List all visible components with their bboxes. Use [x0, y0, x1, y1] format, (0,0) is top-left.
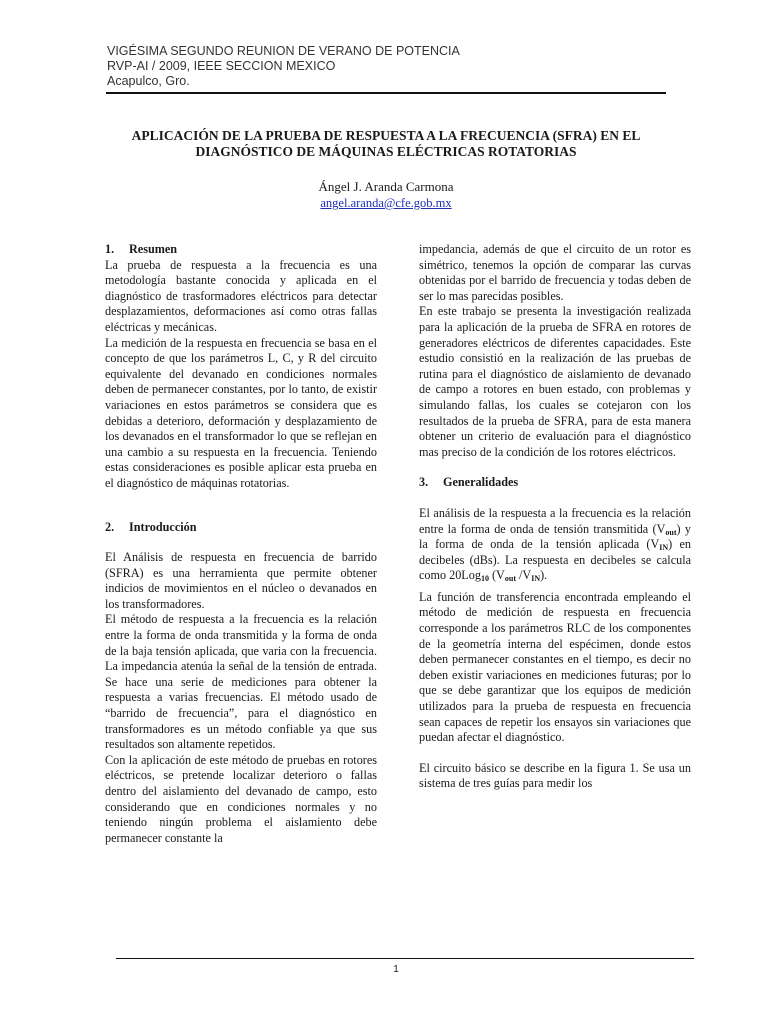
generalidades-paragraph-1: El análisis de la respuesta a la frecuencia es la relación entre la forma de onda de tensión transmitida $(V_{out})$ y la forma de onda de la tensión aplicada $(V_{IN})$ en decibeles (dBs). La respuesta en decibeles se calcula como 20Log$_{10}$ ($V_{out}$ $/V_{IN}$). — [419, 505, 691, 584]
intro-continued-paragraph-2: En este trabajo se presenta la investigación realizada para la aplicación de la prueba de SFRA en rotores de generadores eléctricos de diferentes capacidades. Este estudio consistió en la realización de las pruebas de rutina para el diagnóstico de aislamiento de devanado de campo a rotores en buen estado, con problemas y simulando fallas, los cuales se cotejaron con los resultados de la prueba de SFRA, para de esta manera obtener un criterio de evaluación para el diagnóstico mas preciso de la condición de los rotores eléctricos. — [419, 304, 691, 459]
title-line-1: APLICACIÓN DE LA PRUEBA DE RESPUESTA A LA FRECUENCIA (SFRA) EN EL — [131, 128, 641, 143]
section-2-number: 2. — [105, 519, 115, 534]
left-column — [105, 242, 377, 846]
generalidades-paragraph-3: El circuito básico se describe en la figura 1. Se usa un sistema de tres guías para medir los — [419, 760, 691, 791]
intro-paragraph-1: El Análisis de respuesta en frecuencia de barrido (SFRA) es una herramienta que permite obtener indicios de movimientos en el núcleo o devanados en los transformadores. — [105, 550, 377, 611]
intro-paragraph-3: Con la aplicación de este método de pruebas en rotores eléctricos, se pretende localizar deterioro o fallas dentro del aislamiento del devanado de campo, esto considerando que en condiciones normales y no teniendo ningún problema el aislamiento debe permanecer constante la — [105, 752, 377, 845]
author-email — [106, 195, 666, 211]
section-3-heading — [419, 475, 691, 491]
header-line-3: Acapulco, Gro. — [107, 74, 190, 88]
section-3-number: 3. — [419, 475, 429, 490]
section-2-heading — [105, 520, 377, 536]
section-1-number: 1. — [105, 242, 115, 256]
right-column — [419, 242, 691, 792]
page-number: 1 — [393, 964, 399, 975]
conference-header — [107, 44, 667, 89]
intro-paragraph-2: El método de respuesta a la frecuencia es la relación entre la forma de onda transmitida y la forma de onda de la baja tensión aplicada, que varia con la frecuencia. La impedancia atenúa la señal de la tensión de entrada. Se hace una serie de mediciones para obtener la respuesta a varias frecuencias. El método usado de “barrido de frecuencia”, para el diagnóstico en transformadores es un método confiable ya que sus resultados son altamente repetidos. — [105, 612, 377, 752]
section-3-title: Generalidades — [443, 475, 519, 490]
resumen-paragraph-1: La prueba de respuesta a la frecuencia es una metodología bastante conocida y aplicada en el diagnóstico de trasformadores eléctricos para detectar desplazamientos, deformaciones así como otras fallas eléctricas y mecánicas. — [105, 257, 377, 334]
header-rule — [106, 92, 666, 94]
intro-continued-paragraph-1: impedancia, además de que el circuito de un rotor es simétrico, tenemos la opción de comparar las curvas obtenidas por el barrido de frecuencia y todas deben de ser lo mas parecidas posibles. — [419, 242, 691, 303]
email-link[interactable]: angel.aranda@cfe.gob.mx — [320, 196, 452, 210]
title-line-2: DIAGNÓSTICO DE MÁQUINAS ELÉCTRICAS ROTATORIAS — [195, 144, 577, 159]
generalidades-paragraph-2: La función de transferencia encontrada empleando el método de medición de respuesta en frecuencia corresponde a los parámetros RLC de los componentes de la geometría interna del espécimen, donde estos deben permanecer constantes en el tiempo, es decir no deben existir variaciones en mediciones futuras; por lo que se debe garantizar que los equipos de medición utilizados para la prueba de respuesta en frecuencia sean capaces de repetir los ensayos sin variaciones que puedan afectar el diagnóstico. — [419, 589, 691, 745]
resumen-paragraph-2: La medición de la respuesta en frecuencia se basa en el concepto de que los parámetros L, C, y R del circuito equivalente del devanado en condiciones normales deben de permanecer constantes, por lo tanto, de existir variaciones en estos parámetros se considera que es debidas a deterioro, deformación y desplazamiento de los devanados en el transformador lo que se reflejan en una cambio a su respuesta en la frecuencia. Teniendo estas consideraciones es posible aplicar esta prueba en el diagnóstico de máquinas rotatorias. — [105, 335, 377, 490]
header-line-2: RVP-AI / 2009, IEEE SECCION MEXICO — [107, 59, 336, 73]
section-2-title: Introducción — [129, 519, 197, 534]
section-1-heading — [105, 242, 377, 258]
paper-title — [106, 128, 666, 160]
footer-rule — [116, 958, 694, 959]
section-1-title: Resumen — [129, 242, 178, 256]
author-name: Ángel J. Aranda Carmona — [318, 179, 454, 194]
header-line-1: VIGÉSIMA SEGUNDO REUNION DE VERANO DE POTENCIA — [107, 44, 460, 58]
